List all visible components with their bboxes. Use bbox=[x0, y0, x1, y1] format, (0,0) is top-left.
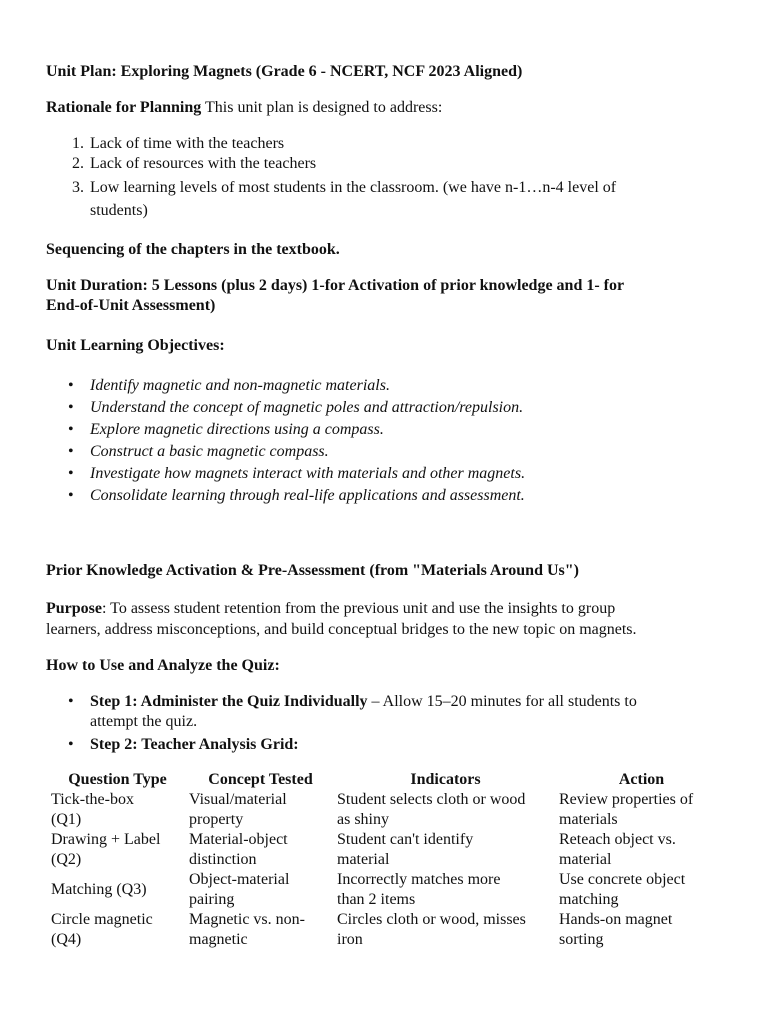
table-row bbox=[46, 830, 724, 870]
step-label: Step 2: Teacher Analysis Grid: bbox=[90, 736, 299, 753]
teacher-analysis-grid bbox=[46, 768, 724, 950]
bullet-icon: • bbox=[68, 736, 74, 753]
step-text-continued: attempt the quiz. bbox=[90, 713, 198, 730]
purpose-line-2: learners, address misconceptions, and build conceptual bridges to the new topic on magnets. bbox=[46, 621, 637, 638]
objective-text: Investigate how magnets interact with materials and other magnets. bbox=[90, 465, 526, 482]
objective-text: Construct a basic magnetic compass. bbox=[90, 443, 329, 460]
table-cell: Tick-the-box (Q1) bbox=[51, 791, 134, 828]
column-header: Indicators bbox=[410, 771, 481, 788]
table-cell: Incorrectly matches more than 2 items bbox=[337, 871, 501, 908]
column-header: Question Type bbox=[68, 771, 167, 788]
list-item-text: Low learning levels of most students in the classroom. (we have n-1…n-4 level of bbox=[90, 179, 617, 196]
table-cell: Drawing + Label (Q2) bbox=[51, 831, 161, 868]
purpose-label: Purpose bbox=[46, 600, 102, 617]
table-cell: Hands-on magnet sorting bbox=[559, 911, 673, 948]
table-row bbox=[46, 790, 724, 830]
table-cell: Student can't identify material bbox=[337, 831, 474, 868]
bullet-icon: • bbox=[68, 693, 74, 710]
table-cell: Circle magnetic (Q4) bbox=[51, 911, 153, 948]
table-cell: Student selects cloth or wood as shiny bbox=[337, 791, 526, 828]
table-cell: Magnetic vs. non- magnetic bbox=[189, 911, 305, 948]
table-cell: Visual/material property bbox=[189, 791, 287, 828]
list-item-text: Lack of time with the teachers bbox=[90, 135, 285, 152]
bullet-icon: • bbox=[68, 399, 74, 416]
table-row bbox=[46, 870, 724, 910]
rationale-text: This unit plan is designed to address: bbox=[201, 99, 443, 116]
rationale-heading: Rationale for Planning bbox=[46, 99, 202, 116]
table-cell: Circles cloth or wood, misses iron bbox=[337, 911, 526, 948]
table-cell: Review properties of materials bbox=[559, 791, 694, 828]
table-cell: Reteach object vs. material bbox=[559, 831, 676, 868]
list-number: 2. bbox=[72, 155, 84, 172]
list-number: 1. bbox=[72, 135, 84, 152]
table-row bbox=[46, 910, 724, 950]
rationale-paragraph bbox=[46, 98, 442, 118]
duration-line-1: Unit Duration: 5 Lessons (plus 2 days) 1-for Activation of prior knowledge and 1- for bbox=[46, 277, 625, 294]
duration-line-2: End-of-Unit Assessment) bbox=[46, 297, 216, 314]
table-cell: Material-object distinction bbox=[189, 831, 288, 868]
list-number: 3. bbox=[72, 179, 84, 196]
objective-text: Identify magnetic and non-magnetic materials. bbox=[90, 377, 390, 394]
objective-text: Explore magnetic directions using a compass. bbox=[90, 421, 384, 438]
bullet-icon: • bbox=[68, 465, 74, 482]
list-item-text-continued: students) bbox=[90, 202, 148, 219]
purpose-line-1 bbox=[46, 599, 615, 619]
document-title: Unit Plan: Exploring Magnets (Grade 6 - NCERT, NCF 2023 Aligned) bbox=[46, 63, 523, 80]
list-item-text: Lack of resources with the teachers bbox=[90, 155, 317, 172]
howto-heading: How to Use and Analyze the Quiz: bbox=[46, 657, 280, 674]
objective-text: Consolidate learning through real-life applications and assessment. bbox=[90, 487, 525, 504]
objectives-heading: Unit Learning Objectives: bbox=[46, 337, 225, 354]
bullet-icon: • bbox=[68, 487, 74, 504]
purpose-text: : To assess student retention from the previous unit and use the insights to group bbox=[102, 600, 616, 617]
table-cell: Matching (Q3) bbox=[51, 881, 147, 898]
table-cell: Object-material pairing bbox=[189, 871, 290, 908]
step-label: Step 1: Administer the Quiz Individually bbox=[90, 693, 368, 710]
table-cell: Use concrete object matching bbox=[559, 871, 686, 908]
bullet-icon: • bbox=[68, 421, 74, 438]
column-header: Concept Tested bbox=[208, 771, 313, 788]
column-header: Action bbox=[618, 771, 665, 788]
step-text: Step 1: Administer the Quiz Individually – Allow 15–20 minutes for all students to bbox=[90, 693, 637, 710]
table-header-row bbox=[46, 768, 724, 790]
objective-text: Understand the concept of magnetic poles and attraction/repulsion. bbox=[90, 399, 524, 416]
bullet-icon: • bbox=[68, 377, 74, 394]
bullet-icon: • bbox=[68, 443, 74, 460]
sequencing-heading: Sequencing of the chapters in the textbook. bbox=[46, 241, 340, 258]
prior-knowledge-heading: Prior Knowledge Activation & Pre-Assessment (from "Materials Around Us") bbox=[46, 562, 579, 579]
